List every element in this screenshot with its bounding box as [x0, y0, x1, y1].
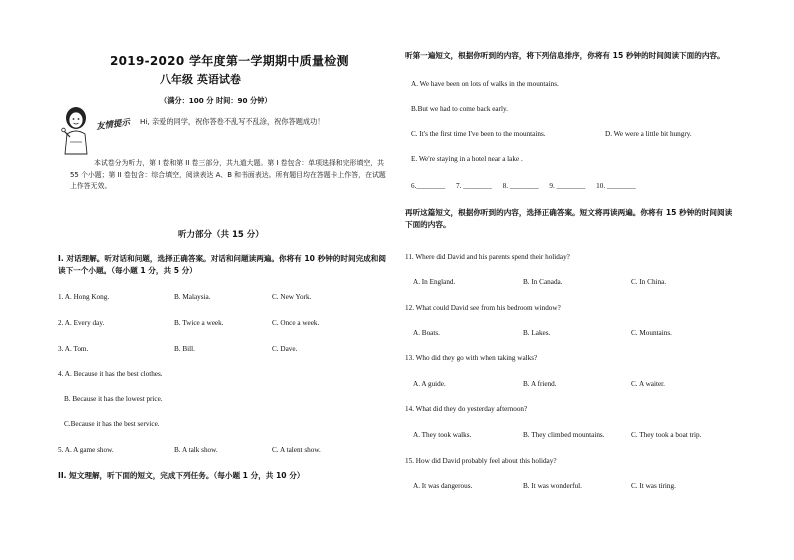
q13-option-c: C. A waiter.	[631, 380, 665, 388]
q13-option-a: A. A guide.	[413, 380, 446, 388]
listening-heading: 听力部分（共 15 分）	[178, 230, 264, 240]
q12-option-b: B. Lakes.	[523, 329, 551, 337]
q5-option-b: B. A talk show.	[174, 446, 218, 454]
q5-option-a: 5. A. A game show.	[58, 446, 114, 454]
q11-option-b: B. In Canada.	[523, 278, 563, 286]
left-column	[48, 0, 393, 560]
q14-option-b: B. They climbed mountains.	[523, 431, 605, 439]
q4-option-a: 4. A. Because it has the best clothes.	[58, 370, 163, 378]
q11-text: 11. Where did David and his parents spend their holiday?	[405, 253, 570, 261]
q1-option-b: B. Malaysia.	[174, 293, 211, 301]
q15-text: 15. How did David probably feel about this holiday?	[405, 457, 557, 465]
blank-7[interactable]: 7. ________	[455, 182, 492, 190]
statement-c: C. It's the first time I've been to the mountains.	[411, 130, 546, 138]
q15-option-a: A. It was dangerous.	[413, 482, 473, 490]
right-column	[405, 0, 735, 560]
order-blanks	[411, 182, 645, 190]
tip-badge: 友情提示	[95, 117, 131, 133]
q5-option-c: C. A talent show.	[272, 446, 321, 454]
blank-9[interactable]: 9. ________	[549, 182, 586, 190]
q3-option-c: C. Dave.	[272, 345, 298, 353]
part2b-instructions: 再听这篇短文，根据你听到的内容，选择正确答案。短文将再读两遍。你将有 15 秒钟的时间阅读下面的内容。	[405, 208, 733, 229]
q12-option-a: A. Boats.	[413, 329, 440, 337]
q4-option-b: B. Because it has the lowest price.	[64, 395, 163, 403]
exam-title: 2019-2020 学年度第一学期期中质量检测	[110, 54, 349, 68]
q11-option-c: C. In China.	[631, 278, 667, 286]
q3-option-b: B. Bill.	[174, 345, 195, 353]
q1-option-c: C. New York.	[272, 293, 312, 301]
statement-b: B.But we had to come back early.	[411, 105, 508, 113]
q14-option-a: A. They took walks.	[413, 431, 472, 439]
part1-instructions: I. 对话理解。听对话和问题，选择正确答案。对话和问题读两遍。你将有 10 秒钟的时间完成和阅读下一个小题。（每小题 1 分，共 5 分）	[58, 254, 386, 275]
score-time: （满分：100 分 时间：90 分钟）	[160, 96, 272, 105]
part2a-instructions: 听第一遍短文，根据你听到的内容，将下列信息排序，你将有 15 秒钟的时间阅读下面的内容。	[405, 51, 725, 60]
student-avatar-icon	[58, 104, 94, 156]
q11-option-a: A. In England.	[413, 278, 456, 286]
q12-option-c: C. Mountains.	[631, 329, 672, 337]
tip-greeting: Hi, 亲爱的同学，祝你答卷不乱写不乱涂，祝你答题成功！	[140, 117, 325, 126]
q2-option-b: B. Twice a week.	[174, 319, 224, 327]
part2-instructions: II. 短文理解，听下面的短文，完成下列任务。（每小题 1 分，共 10 分）	[58, 471, 305, 480]
q14-option-c: C. They took a boat trip.	[631, 431, 702, 439]
statement-e: E. We're staying in a hotel near a lake .	[411, 155, 523, 163]
q2-option-c: C. Once a week.	[272, 319, 320, 327]
q13-option-b: B. A friend.	[523, 380, 557, 388]
q3-option-a: 3. A. Tom.	[58, 345, 89, 353]
blank-6[interactable]: 6.________	[411, 182, 446, 190]
statement-a: A. We have been on lots of walks in the mountains.	[411, 80, 559, 88]
q13-text: 13. Who did they go with when taking walks?	[405, 354, 538, 362]
blank-10[interactable]: 10. ________	[596, 182, 636, 190]
q14-text: 14. What did they do yesterday afternoon?	[405, 405, 528, 413]
q1-option-a: 1. A. Hong Kong.	[58, 293, 110, 301]
q15-option-c: C. It was tiring.	[631, 482, 676, 490]
exam-subtitle: 八年级 英语试卷	[160, 73, 241, 86]
q2-option-a: 2. A. Every day.	[58, 319, 105, 327]
q15-option-b: B. It was wonderful.	[523, 482, 582, 490]
blank-8[interactable]: 8. ________	[502, 182, 539, 190]
statement-d: D. We were a little bit hungry.	[605, 130, 692, 138]
q4-option-c: C.Because it has the best service.	[64, 420, 160, 428]
intro-paragraph: 本试卷分为听力，第 I 卷和第 II 卷三部分，共九道大题。第 I 卷包含：单项选择和完形填空，共 55 个小题；第 II 卷包含：综合填空，阅读表达 A、B 和书面表达。所有题目均在答题卡上作答，在试题上作答无效。	[70, 159, 386, 190]
q12-text: 12. What could David see from his bedroom window?	[405, 304, 561, 312]
